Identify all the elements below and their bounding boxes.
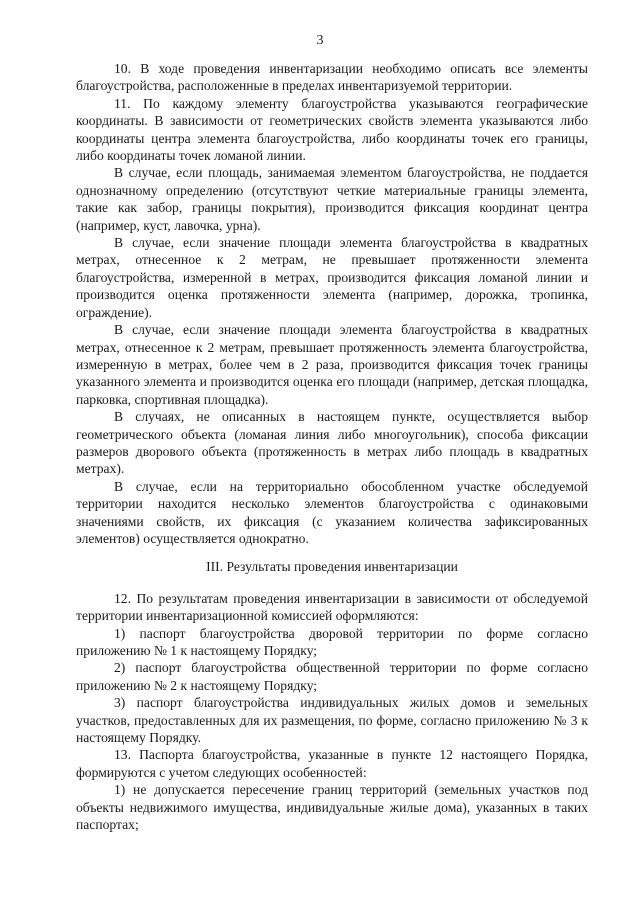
paragraph-other-cases: В случаях, не описанных в настоящем пункте, осуществляется выбор геометрического объекта (ломаная линия либо многоугольник), способа фиксации размеров дворового объекта (протяженность в метрах либо площадь в квадратных метрах). (76, 409, 588, 477)
paragraph-boundary-points: В случае, если значение площади элемента благоустройства в квадратных метрах, отнесенное к 2 метрам, превышает протяженность элемента благоустройства, измеренную в метрах, более чем в 2 раза, производится фиксация точек границы указанного элемента и производится оценка его площади (например, детская площадка, парковка, спортивная площадка). (76, 322, 588, 407)
paragraph-item-11: 11. По каждому элементу благоустройства указываются географические координаты. В зависимости от геометрических свойств элемента указываются либо координаты центра элемента благоустройства, либо координаты точек его границы, либо координаты точек ломаной линии. (76, 95, 588, 164)
page-number: 3 (316, 33, 324, 48)
list-item-no-overlap: 1) не допускается пересечение границ территорий (земельных участков под объекты недвижимого имущества, индивидуальные жилые дома), указанных в таких паспортах; (76, 782, 588, 833)
paragraph-item-12: 12. По результатам проведения инвентаризации в зависимости от обследуемой территории инвентаризационной комиссией оформляются: (76, 590, 588, 624)
document-body (76, 60, 588, 833)
paragraph-identical-elements: В случае, если на территориально обособленном участке обследуемой территории находится несколько элементов благоустройства с одинаковыми значениями свойств, их фиксация (с указанием количества зафиксированных элементов) осуществляется однократно. (76, 478, 588, 546)
list-item-passport-2: 2) паспорт благоустройства общественной территории по форме согласно приложению № 2 к настоящему Порядку; (76, 660, 588, 693)
paragraph-item-10: 10. В ходе проведения инвентаризации необходимо описать все элементы благоустройства, расположенные в пределах инвентаризуемой территории. (76, 61, 588, 94)
section-heading: III. Результаты проведения инвентаризации (206, 559, 458, 575)
paragraph-item-13: 13. Паспорта благоустройства, указанные в пункте 12 настоящего Порядка, формируются с учетом следующих особенностей: (76, 747, 588, 780)
list-item-passport-3: 3) паспорт благоустройства индивидуальных жилых домов и земельных участков, предоставленных для их размещения, по форме, согласно приложению № 3 к настоящему Порядку. (76, 695, 588, 746)
paragraph-center-coordinates: В случае, если площадь, занимаемая элементом благоустройства, не поддается однозначному определению (отсутствуют четкие материальные границы элемента, такие как забор, границы покрытия), производится фиксация координат центра (например, куст, лавочка, урна). (76, 165, 588, 233)
list-item-passport-1: 1) паспорт благоустройства дворовой территории по форме согласно приложению № 1 к настоящему Порядку; (76, 625, 588, 658)
paragraph-polyline: В случае, если значение площади элемента благоустройства в квадратных метрах, отнесенное к 2 метрам, не превышает протяженности элемента благоустройства, измеренной в метрах, производится фиксация ломаной линии и производится оценка протяженности элемента (например, дорожка, тропинка, ограждение). (76, 235, 588, 320)
